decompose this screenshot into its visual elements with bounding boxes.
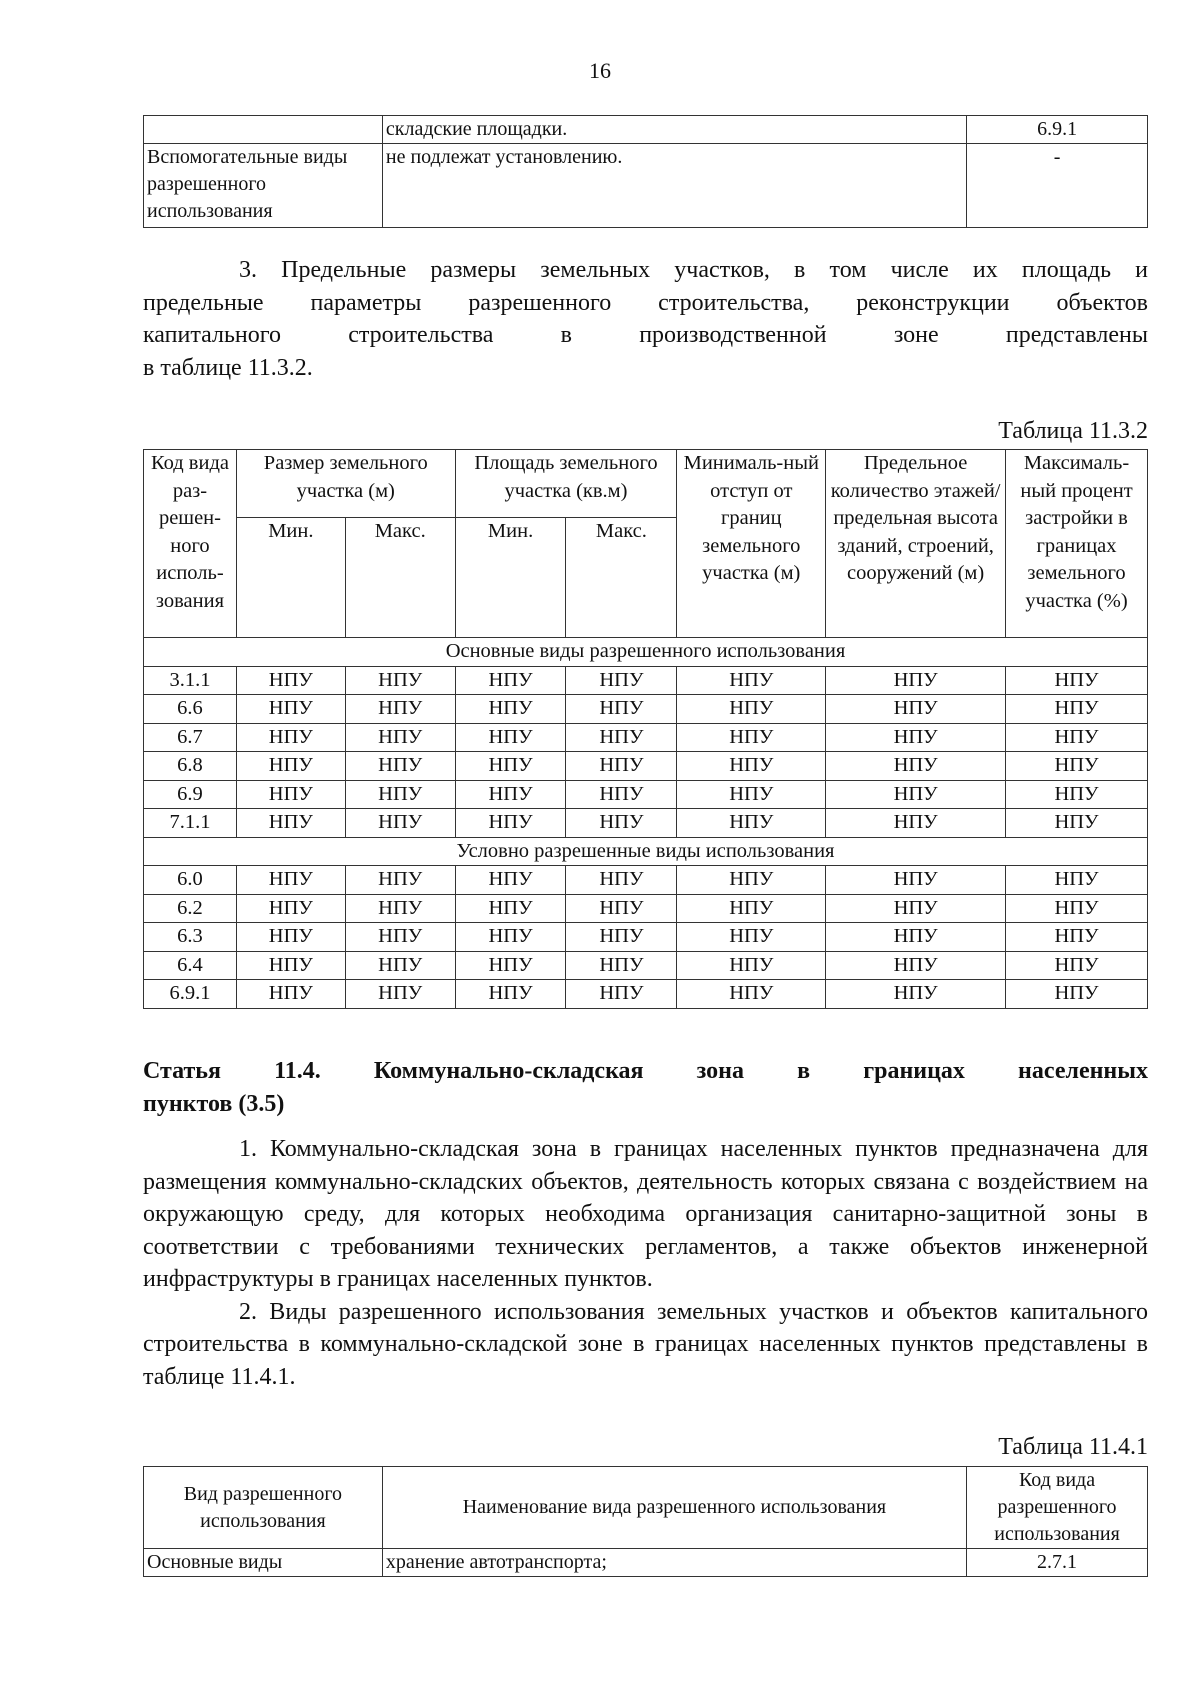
value-cell: НПУ (345, 894, 455, 923)
table-11-4-1 (143, 1466, 1148, 1577)
value-cell: НПУ (677, 780, 826, 809)
paragraph-3 (143, 254, 1148, 384)
value-cell: НПУ (1006, 695, 1148, 724)
value-cell: НПУ (345, 695, 455, 724)
table-row (144, 695, 1148, 724)
header-offset: Минималь-ный отступ от границ земельного участка (м) (677, 450, 826, 638)
value-cell: НПУ (1006, 780, 1148, 809)
heading-line: Статья 11.4. Коммунально-складская зона в границах населенных (143, 1058, 1148, 1084)
header-floors: Предельное количество этажей/ предельная высота зданий, строений, сооружений (м) (826, 450, 1006, 638)
code-cell: 6.3 (144, 923, 237, 952)
value-cell: НПУ (566, 951, 677, 980)
text-line: 3. Предельные размеры земельных участков, в том числе их площадь и (239, 257, 1148, 283)
value-cell: НПУ (1006, 666, 1148, 695)
value-cell: НПУ (677, 723, 826, 752)
value-cell: НПУ (455, 666, 566, 695)
code-cell: 2.7.1 (967, 1549, 1148, 1577)
header-area: Площадь земельного участка (кв.м) (455, 450, 677, 518)
article-heading (143, 1055, 1148, 1121)
value-cell: НПУ (566, 666, 677, 695)
code-cell: 6.8 (144, 752, 237, 781)
text-line: предельные параметры разрешенного строительства, реконструкции объектов (143, 289, 1148, 316)
type-cell: Вспомогательные виды разрешенного использования (144, 144, 383, 228)
code-cell: 6.7 (144, 723, 237, 752)
table-row (144, 752, 1148, 781)
value-cell: НПУ (345, 780, 455, 809)
value-cell: НПУ (566, 866, 677, 895)
value-cell: НПУ (1006, 894, 1148, 923)
header-max: Макс. (345, 518, 455, 638)
code-cell: 7.1.1 (144, 809, 237, 838)
code-cell: 6.4 (144, 951, 237, 980)
table-row (144, 923, 1148, 952)
type-cell (144, 116, 383, 144)
table-row (144, 723, 1148, 752)
value-cell: НПУ (566, 752, 677, 781)
value-cell: НПУ (826, 809, 1006, 838)
name-cell: не подлежат установлению. (382, 144, 966, 228)
value-cell: НПУ (566, 695, 677, 724)
value-cell: НПУ (677, 923, 826, 952)
value-cell: НПУ (345, 866, 455, 895)
paragraph-1: 1. Коммунально-складская зона в границах населенных пунктов предназначена для размещения коммунально-складских объектов, деятельность которых связана с воздействием на окружающую среду, для которых необходима организация санитарно-защитной зоны в соответствии с требованиями технических регламентов, а также объектов инженерной инфраструктуры в границах населенных пунктов. (143, 1136, 1148, 1292)
value-cell: НПУ (566, 923, 677, 952)
code-cell: 6.9.1 (144, 980, 237, 1009)
article-body (143, 1133, 1148, 1393)
header-code: Код вида разрешенного использования (967, 1467, 1148, 1549)
value-cell: НПУ (826, 723, 1006, 752)
value-cell: НПУ (677, 951, 826, 980)
value-cell: НПУ (455, 752, 566, 781)
value-cell: НПУ (1006, 809, 1148, 838)
table-row (144, 951, 1148, 980)
value-cell: НПУ (677, 695, 826, 724)
value-cell: НПУ (677, 980, 826, 1009)
value-cell: НПУ (455, 923, 566, 952)
table-row (144, 1549, 1148, 1577)
value-cell: НПУ (455, 951, 566, 980)
section-row: Основные виды разрешенного использования (144, 638, 1148, 667)
section-row: Условно разрешенные виды использования (144, 837, 1148, 866)
paragraph-2: 2. Виды разрешенного использования земельных участков и объектов капитального строительства в коммунально-складской зоне в границах населенных пунктов представлены в таблице 11.4.1. (143, 1298, 1148, 1390)
text-line: капитального строительства в производственной зоне представлены (143, 322, 1148, 348)
value-cell: НПУ (455, 780, 566, 809)
code-cell: - (967, 144, 1148, 228)
value-cell: НПУ (236, 752, 345, 781)
value-cell: НПУ (826, 894, 1006, 923)
value-cell: НПУ (677, 866, 826, 895)
value-cell: НПУ (566, 723, 677, 752)
value-cell: НПУ (826, 866, 1006, 895)
value-cell: НПУ (236, 780, 345, 809)
value-cell: НПУ (236, 980, 345, 1009)
value-cell: НПУ (236, 894, 345, 923)
value-cell: НПУ (566, 980, 677, 1009)
value-cell: НПУ (677, 666, 826, 695)
value-cell: НПУ (236, 866, 345, 895)
value-cell: НПУ (236, 695, 345, 724)
value-cell: НПУ (236, 923, 345, 952)
value-cell: НПУ (566, 809, 677, 838)
value-cell: НПУ (1006, 951, 1148, 980)
value-cell: НПУ (826, 951, 1006, 980)
page-number: 16 (589, 58, 611, 83)
table-11-3-2 (143, 449, 1148, 1009)
value-cell: НПУ (1006, 723, 1148, 752)
table-row (144, 809, 1148, 838)
text-line: в таблице 11.3.2. (143, 354, 313, 381)
table-row (144, 980, 1148, 1009)
value-cell: НПУ (826, 752, 1006, 781)
header-min: Мин. (236, 518, 345, 638)
type-cell: Основные виды (144, 1549, 383, 1577)
table-row (144, 666, 1148, 695)
header-max: Макс. (566, 518, 677, 638)
table-row (144, 116, 1148, 144)
value-cell: НПУ (826, 923, 1006, 952)
value-cell: НПУ (826, 980, 1006, 1009)
code-cell: 6.0 (144, 866, 237, 895)
value-cell: НПУ (826, 780, 1006, 809)
value-cell: НПУ (345, 923, 455, 952)
value-cell: НПУ (345, 666, 455, 695)
value-cell: НПУ (1006, 923, 1148, 952)
table-caption: Таблица 11.3.2 (998, 418, 1148, 444)
code-cell: 6.2 (144, 894, 237, 923)
value-cell: НПУ (1006, 752, 1148, 781)
value-cell: НПУ (455, 980, 566, 1009)
value-cell: НПУ (345, 752, 455, 781)
value-cell: НПУ (345, 980, 455, 1009)
header-percent: Максималь-ный процент застройки в границах земельного участка (%) (1006, 450, 1148, 638)
header-type: Вид разрешенного использования (144, 1467, 383, 1549)
header-name: Наименование вида разрешенного использования (382, 1467, 966, 1549)
header-size: Размер земельного участка (м) (236, 450, 455, 518)
value-cell: НПУ (236, 723, 345, 752)
value-cell: НПУ (566, 894, 677, 923)
table-row (144, 894, 1148, 923)
table-caption: Таблица 11.4.1 (998, 1434, 1148, 1460)
value-cell: НПУ (566, 780, 677, 809)
value-cell: НПУ (1006, 980, 1148, 1009)
value-cell: НПУ (455, 866, 566, 895)
value-cell: НПУ (345, 809, 455, 838)
code-cell: 6.9 (144, 780, 237, 809)
name-cell: хранение автотранспорта; (382, 1549, 966, 1577)
value-cell: НПУ (677, 752, 826, 781)
header-code: Код вида раз-решен-ного исполь-зования (144, 450, 237, 638)
value-cell: НПУ (455, 695, 566, 724)
value-cell: НПУ (677, 809, 826, 838)
code-cell: 6.6 (144, 695, 237, 724)
name-cell: складские площадки. (382, 116, 966, 144)
value-cell: НПУ (1006, 866, 1148, 895)
value-cell: НПУ (826, 695, 1006, 724)
value-cell: НПУ (345, 951, 455, 980)
table-row (144, 144, 1148, 228)
value-cell: НПУ (455, 894, 566, 923)
header-min: Мин. (455, 518, 566, 638)
value-cell: НПУ (826, 666, 1006, 695)
table-row (144, 866, 1148, 895)
code-cell: 6.9.1 (967, 116, 1148, 144)
table-row (144, 780, 1148, 809)
heading-line: пунктов (3.5) (143, 1091, 285, 1117)
value-cell: НПУ (236, 809, 345, 838)
top-table (143, 115, 1148, 228)
value-cell: НПУ (236, 951, 345, 980)
code-cell: 3.1.1 (144, 666, 237, 695)
value-cell: НПУ (236, 666, 345, 695)
value-cell: НПУ (677, 894, 826, 923)
value-cell: НПУ (455, 809, 566, 838)
value-cell: НПУ (345, 723, 455, 752)
value-cell: НПУ (455, 723, 566, 752)
